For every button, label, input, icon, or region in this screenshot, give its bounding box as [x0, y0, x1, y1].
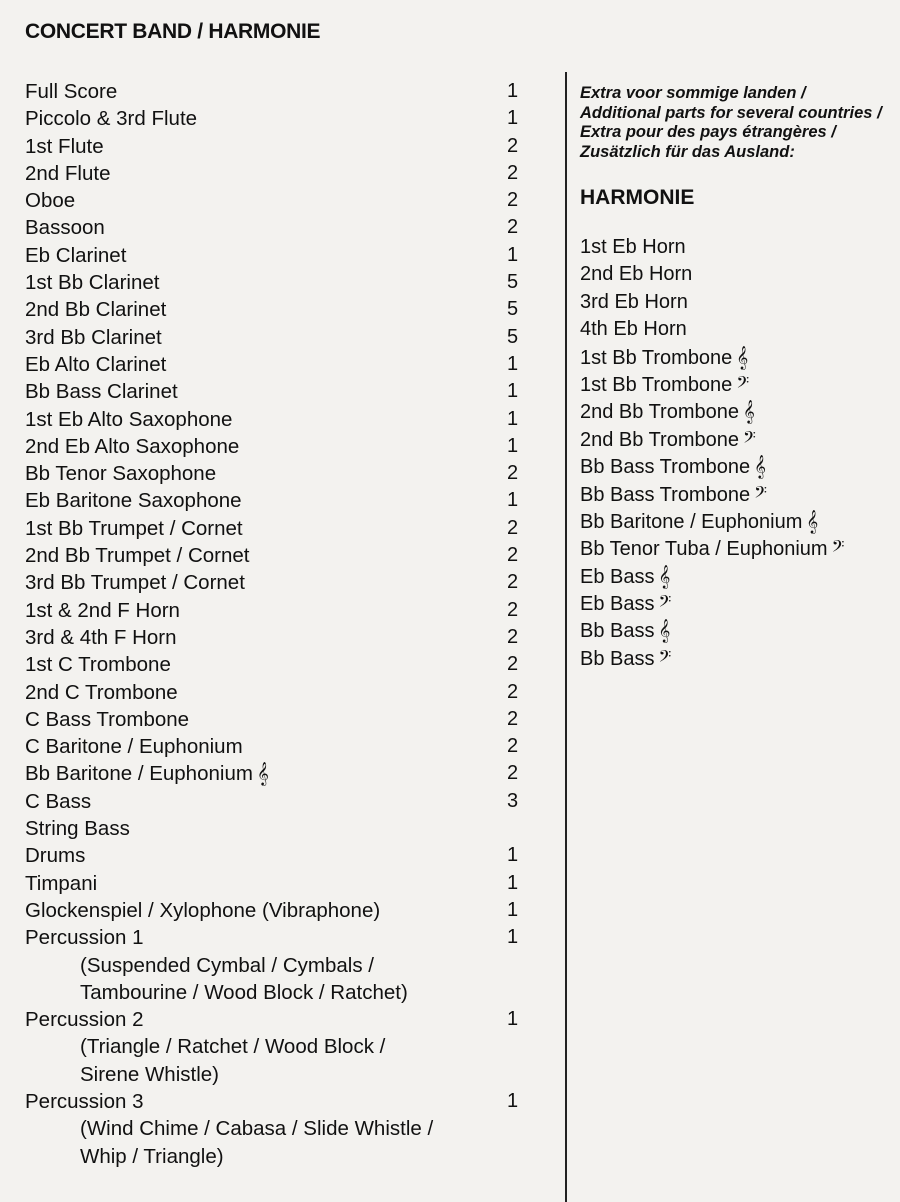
part-quantity: 2 — [507, 762, 519, 785]
part-description-line — [25, 952, 525, 979]
part-quantity: 2 — [507, 462, 519, 485]
part-description-line — [25, 1061, 525, 1088]
part-row — [25, 733, 525, 760]
part-name: Eb Bass — [580, 565, 655, 588]
part-name: Eb Clarinet — [25, 243, 127, 267]
part-name: C Baritone / Euphonium — [25, 735, 243, 759]
extra-parts-header — [580, 84, 900, 162]
part-quantity: 5 — [507, 325, 519, 348]
part-row — [25, 1088, 525, 1115]
part-quantity: 3 — [507, 789, 519, 812]
concert-band-parts-list — [25, 78, 525, 1170]
part-quantity: 2 — [507, 571, 519, 594]
part-quantity: 2 — [507, 625, 519, 648]
extra-parts-header-line: Additional parts for several countries / — [580, 103, 882, 122]
column-divider — [565, 72, 567, 1202]
part-description-line — [25, 1143, 525, 1170]
part-row — [25, 597, 525, 624]
bass-clef-icon: 𝄢 — [658, 645, 672, 670]
part-name: 2nd Bb Trombone — [580, 428, 739, 451]
part-row — [25, 296, 525, 323]
part-row — [25, 433, 525, 460]
part-name: 3rd & 4th F Horn — [25, 625, 177, 649]
bass-clef-icon: 𝄢 — [754, 481, 767, 506]
part-name: 2nd Bb Trumpet / Cornet — [25, 544, 250, 568]
harmonie-part-row — [580, 371, 900, 398]
part-row — [25, 706, 525, 733]
part-name: 1st Eb Horn — [580, 236, 686, 258]
harmonie-part-row — [580, 234, 900, 261]
part-quantity: 1 — [507, 926, 519, 949]
harmonie-title: HARMONIE — [580, 186, 695, 209]
part-name: 4th Eb Horn — [580, 318, 687, 341]
part-row — [25, 105, 525, 132]
part-name: Bb Bass Trombone — [580, 483, 751, 506]
part-name: 1st Flute — [25, 134, 104, 158]
treble-clef-icon: 𝄞 — [256, 761, 269, 786]
part-name: Bb Bass Trombone — [580, 456, 751, 479]
part-name: 2nd Eb Alto Saxophone — [25, 434, 240, 458]
part-name: 2nd Eb Horn — [580, 263, 693, 286]
part-quantity: 2 — [507, 598, 519, 621]
part-name: Eb Baritone Saxophone — [25, 489, 242, 513]
harmonie-part-row — [580, 453, 900, 480]
part-quantity: 2 — [507, 653, 519, 676]
part-row — [25, 133, 525, 160]
harmonie-part-row — [580, 398, 900, 425]
part-name: Oboe — [25, 189, 76, 213]
part-name: 1st C Trombone — [25, 653, 171, 677]
part-name: 3rd Bb Trumpet / Cornet — [25, 571, 245, 595]
part-name: Timpani — [25, 871, 98, 895]
page-title: CONCERT BAND / HARMONIE — [25, 20, 321, 43]
harmonie-part-row — [580, 344, 900, 371]
part-row — [25, 187, 525, 214]
part-row — [25, 679, 525, 706]
part-quantity: 1 — [507, 107, 519, 130]
part-row — [25, 651, 525, 678]
part-name: Piccolo & 3rd Flute — [25, 107, 198, 131]
treble-clef-icon: 𝄞 — [806, 508, 819, 533]
harmonie-part-row — [580, 508, 900, 535]
part-name: String Bass — [25, 817, 130, 841]
part-name: Drums — [25, 844, 86, 868]
harmonie-part-row — [580, 481, 900, 508]
part-row — [25, 269, 525, 296]
part-quantity: 1 — [507, 380, 519, 403]
part-quantity: 2 — [507, 544, 519, 567]
part-name: Percussion 1 — [25, 926, 144, 950]
part-quantity: 2 — [507, 735, 519, 758]
bass-clef-icon: 𝄢 — [736, 371, 750, 396]
part-row — [25, 406, 525, 433]
part-description-line — [25, 1033, 525, 1060]
harmonie-part-row — [580, 645, 900, 672]
part-name: 1st Bb Trombone — [580, 346, 733, 369]
harmonie-part-row — [580, 316, 900, 343]
part-name: Bb Tenor Tuba / Euphonium — [580, 538, 828, 561]
bass-clef-icon: 𝄢 — [658, 591, 672, 616]
extra-parts-header-line: Extra pour des pays étrangères / — [580, 123, 836, 141]
part-name: Tambourine / Wood Block / Ratchet) — [80, 980, 408, 1004]
harmonie-part-row — [580, 590, 900, 617]
harmonie-part-row — [580, 426, 900, 453]
part-row — [25, 487, 525, 514]
bass-clef-icon: 𝄢 — [743, 426, 756, 451]
part-quantity: 2 — [507, 134, 519, 157]
part-name: 2nd Flute — [25, 161, 111, 185]
part-row — [25, 924, 525, 951]
part-quantity: 1 — [507, 352, 519, 375]
part-quantity: 1 — [507, 243, 519, 266]
part-row — [25, 1006, 525, 1033]
part-name: Whip / Triangle) — [80, 1144, 224, 1168]
part-name: 3rd Bb Clarinet — [25, 325, 162, 349]
extra-parts-header-line: Extra voor sommige landen / — [580, 84, 806, 102]
part-row — [25, 351, 525, 378]
part-name: Bb Baritone / Euphonium — [25, 762, 253, 786]
part-name: 1st Bb Clarinet — [25, 271, 160, 295]
harmonie-parts-list — [580, 234, 900, 672]
part-row — [25, 214, 525, 241]
part-row — [25, 788, 525, 815]
part-row — [25, 460, 525, 487]
part-name: (Triangle / Ratchet / Wood Block / — [80, 1035, 386, 1059]
part-name: Bassoon — [25, 216, 105, 240]
part-quantity: 1 — [507, 1008, 519, 1031]
treble-clef-icon: 𝄞 — [658, 563, 671, 588]
harmonie-part-row — [580, 617, 900, 644]
part-row — [25, 324, 525, 351]
part-quantity: 2 — [507, 680, 519, 703]
part-name: (Suspended Cymbal / Cymbals / — [80, 953, 374, 977]
part-name: Percussion 2 — [25, 1008, 144, 1032]
part-name: 1st & 2nd F Horn — [25, 598, 180, 622]
part-row — [25, 815, 525, 842]
part-row — [25, 842, 525, 869]
part-name: Glockenspiel / Xylophone (Vibraphone) — [25, 898, 381, 922]
extra-parts-header-line: Zusätzlich für das Ausland: — [580, 142, 795, 161]
harmonie-part-row — [580, 261, 900, 288]
part-name: 1st Bb Trombone — [580, 373, 733, 396]
part-quantity: 2 — [507, 216, 519, 239]
part-name: 1st Bb Trumpet / Cornet — [25, 516, 243, 540]
treble-clef-icon: 𝄞 — [736, 344, 749, 369]
part-row — [25, 378, 525, 405]
part-name: Eb Bass — [580, 593, 655, 616]
part-quantity: 1 — [507, 898, 519, 921]
part-row — [25, 160, 525, 187]
part-row — [25, 870, 525, 897]
bass-clef-icon: 𝄢 — [831, 536, 845, 561]
treble-clef-icon: 𝄞 — [754, 454, 766, 479]
part-row — [25, 897, 525, 924]
part-row — [25, 78, 525, 105]
part-quantity: 1 — [507, 871, 519, 894]
part-name: Bb Baritone / Euphonium — [580, 510, 803, 533]
part-name: Percussion 3 — [25, 1089, 144, 1113]
part-row — [25, 624, 525, 651]
part-quantity: 1 — [507, 844, 519, 867]
harmonie-part-row — [580, 535, 900, 562]
part-quantity: 1 — [507, 434, 519, 457]
part-quantity: 5 — [507, 298, 519, 321]
harmonie-part-row — [580, 563, 900, 590]
part-name: 2nd Bb Clarinet — [25, 298, 167, 322]
part-quantity: 2 — [507, 161, 519, 184]
part-name: Sirene Whistle) — [80, 1062, 219, 1086]
part-row — [25, 515, 525, 542]
treble-clef-icon: 𝄞 — [658, 618, 671, 643]
part-name: 2nd Bb Trombone — [580, 401, 739, 424]
part-quantity: 1 — [507, 1089, 519, 1112]
part-name: Full Score — [25, 80, 118, 103]
part-row — [25, 542, 525, 569]
part-name: 2nd C Trombone — [25, 680, 178, 704]
part-quantity: 1 — [507, 80, 519, 102]
part-quantity: 2 — [507, 516, 519, 539]
part-quantity: 1 — [507, 489, 519, 512]
part-name: 1st Eb Alto Saxophone — [25, 407, 233, 431]
part-name: C Bass — [25, 789, 92, 813]
part-name: Bb Bass Clarinet — [25, 380, 178, 404]
part-name: Bb Bass — [580, 620, 655, 643]
part-name: 3rd Eb Horn — [580, 290, 688, 313]
part-name: C Bass Trombone — [25, 707, 190, 731]
treble-clef-icon: 𝄞 — [743, 399, 755, 424]
part-row — [25, 242, 525, 269]
part-quantity: 5 — [507, 271, 519, 294]
harmonie-part-row — [580, 289, 900, 316]
harmonie-column — [580, 84, 900, 672]
part-row — [25, 569, 525, 596]
part-quantity: 1 — [507, 407, 519, 430]
part-quantity: 2 — [507, 189, 519, 212]
part-name: Bb Tenor Saxophone — [25, 462, 217, 486]
part-description-line — [25, 979, 525, 1006]
part-name: Eb Alto Clarinet — [25, 352, 167, 376]
part-row — [25, 760, 525, 787]
part-quantity: 2 — [507, 707, 519, 730]
part-name: Bb Bass — [580, 647, 655, 670]
part-description-line — [25, 1115, 525, 1142]
part-name: (Wind Chime / Cabasa / Slide Whistle / — [80, 1117, 434, 1141]
